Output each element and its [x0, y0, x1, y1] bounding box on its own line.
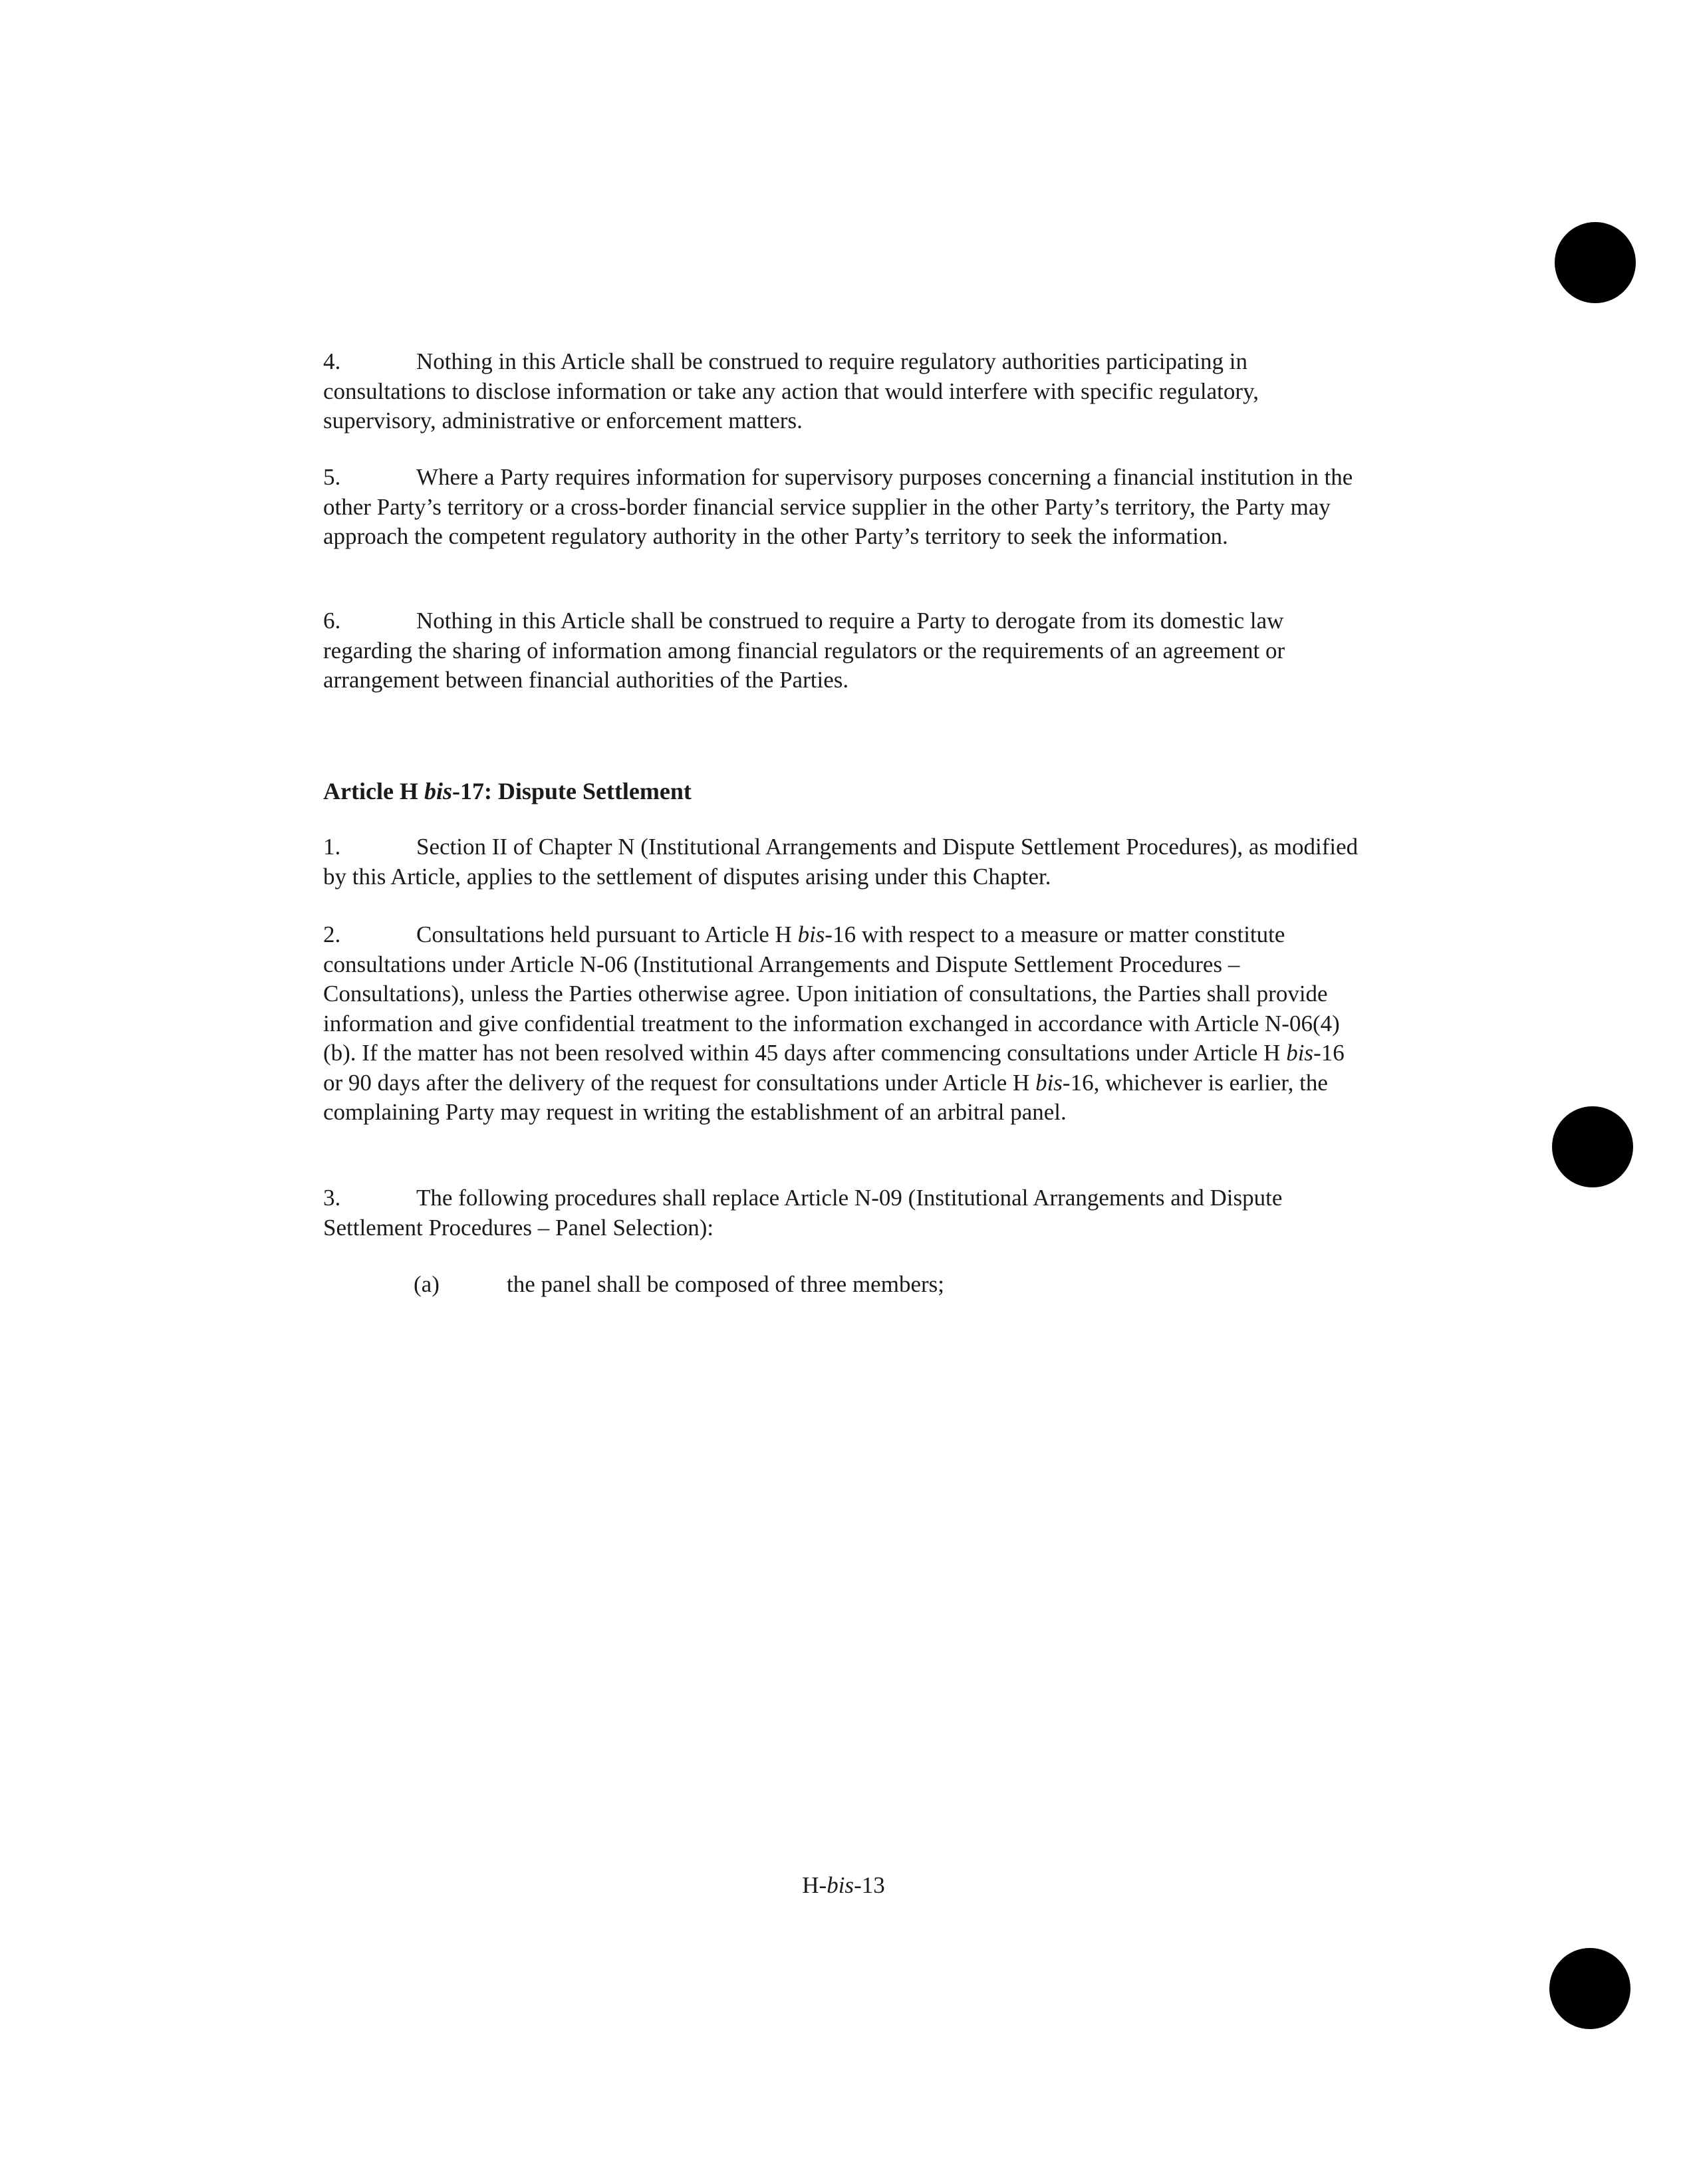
article-paragraph-3 — [323, 1183, 1361, 1243]
paragraph-italic-3: bis — [1035, 1069, 1063, 1096]
paragraph-number: 1. — [323, 834, 341, 860]
paragraph-number: 3. — [323, 1185, 341, 1211]
sub-item-a — [414, 1270, 944, 1299]
paragraph-number: 2. — [323, 921, 341, 947]
paragraph-text-part4: -16, whichever is earlier, the complaining Party may request in writing the establishment of an arbitral panel. — [323, 1069, 1328, 1125]
article-paragraph-1 — [323, 832, 1361, 892]
article-heading — [323, 777, 692, 806]
sub-item-text: the panel shall be composed of three members; — [507, 1271, 944, 1297]
heading-italic: bis — [424, 778, 452, 804]
paragraph-text: The following procedures shall replace Article N-09 (Institutional Arrangements and Dispute Settlement Procedures – Panel Selection): — [323, 1185, 1283, 1241]
paragraph-text: Section II of Chapter N (Institutional Arrangements and Dispute Settlement Procedures), as modified by this Article, applies to the settlement of disputes arising under this Chapter. — [323, 834, 1359, 890]
paragraph-number: 4. — [323, 348, 341, 374]
punch-hole-bottom — [1549, 1948, 1630, 2029]
page-number-footer — [0, 1871, 1687, 1900]
paragraph-text: Nothing in this Article shall be construed to require regulatory authorities participating in consultations to disclose information or take any action that would interfere with specific regulatory, supervisory, administrative or enforcement matters. — [323, 348, 1259, 433]
heading-prefix: Article H — [323, 778, 424, 804]
paragraph-5 — [323, 463, 1361, 552]
footer-prefix: H- — [802, 1872, 827, 1898]
paragraph-number: 5. — [323, 464, 341, 490]
paragraph-text-part2: -16 with respect to a measure or matter constitute consultations under Article N-06 (Institutional Arrangements and Dispute Settlement Procedures – Consultations), unless the Parties otherwise agree. Upon initiation of consultations, the Parties shall provide information and give confidential treatment to the information exchanged in accordance with Article N-06(4)(b). If the matter has not been resolved within 45 days after commencing consultations under Article H — [323, 921, 1340, 1066]
footer-suffix: -13 — [854, 1872, 885, 1898]
paragraph-text: Where a Party requires information for supervisory purposes concerning a financial institution in the other Party’s territory or a cross-border financial service supplier in the other Party’s territory, the Party may approach the competent regulatory authority in the other Party’s territory to seek the information. — [323, 464, 1353, 549]
paragraph-italic-1: bis — [797, 921, 825, 947]
paragraph-italic-2: bis — [1286, 1040, 1314, 1066]
punch-hole-middle — [1552, 1106, 1633, 1187]
article-paragraph-2 — [323, 920, 1361, 1128]
paragraph-number: 6. — [323, 608, 341, 634]
paragraph-text-part1: Consultations held pursuant to Article H — [416, 921, 798, 947]
paragraph-text: Nothing in this Article shall be construed to require a Party to derogate from its domestic law regarding the sharing of information among financial regulators or the requirements of an agreement or arrangement between financial authorities of the Parties. — [323, 608, 1285, 693]
paragraph-4 — [323, 347, 1361, 436]
punch-hole-top — [1555, 222, 1636, 303]
footer-italic: bis — [827, 1872, 854, 1898]
paragraph-text-part3: -16 or 90 days after the delivery of the request for consultations under Article H — [323, 1040, 1345, 1096]
sub-item-label: (a) — [414, 1271, 440, 1297]
paragraph-6 — [323, 606, 1361, 695]
heading-suffix: -17: Dispute Settlement — [452, 778, 692, 804]
